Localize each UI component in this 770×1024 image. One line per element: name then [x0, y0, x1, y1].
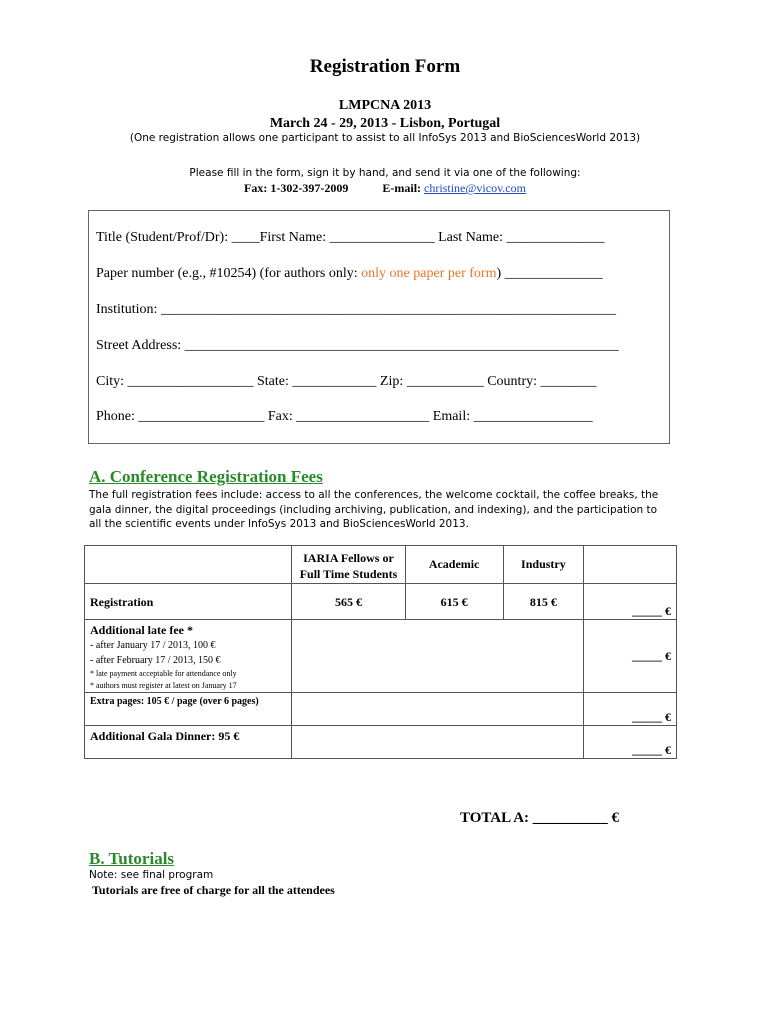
price-academic: 615 € — [405, 584, 503, 620]
total-a[interactable]: TOTAL A: __________ € — [460, 810, 620, 826]
late-fee-january: - after January 17 / 2013, 100 € — [90, 640, 216, 651]
price-fellows: 565 € — [292, 584, 406, 620]
paper-number-prefix: Paper number (e.g., #10254) (for authors only: — [96, 266, 362, 281]
paper-number-field[interactable] — [96, 266, 603, 282]
page-title: Registration Form — [309, 56, 461, 77]
conference-name: LMPCNA 2013 — [338, 98, 432, 113]
street-address-field[interactable]: Street Address: ______________________________________________________________ — [96, 338, 619, 353]
extra-pages-amount-blank[interactable]: _____ € — [584, 693, 677, 726]
name-fields[interactable]: Title (Student/Prof/Dr): ____First Name: _______________ Last Name: ______________ — [96, 230, 605, 245]
extra-pages-label: Extra pages: 105 € / page (over 6 pages) — [85, 693, 292, 726]
registration-label: Registration — [85, 584, 292, 620]
late-fee-label: Additional late fee * — [90, 623, 193, 637]
registration-amount-blank[interactable]: _____ € — [584, 584, 677, 620]
email-link[interactable]: christine@vicov.com — [424, 181, 526, 195]
tutorials-note: Note: see final program — [89, 869, 214, 881]
late-fee-note-2: * authors must register at latest on January 17 — [90, 681, 237, 690]
email-label: E-mail: — [382, 181, 425, 195]
col-industry-header: Industry — [503, 546, 584, 584]
contact-line — [0, 181, 770, 196]
gala-dinner-label: Additional Gala Dinner: 95 € — [85, 726, 292, 759]
city-state-zip-country-fields[interactable]: City: __________________ State: ____________ Zip: ___________ Country: ________ — [96, 374, 597, 389]
registration-note: (One registration allows one participant to assist to all InfoSys 2013 and BioSciencesWorld 2013) — [129, 132, 641, 144]
section-a-heading: A. Conference Registration Fees — [89, 467, 323, 486]
paper-number-suffix: ) ______________ — [496, 266, 603, 281]
price-industry: 815 € — [503, 584, 584, 620]
fees-table — [84, 545, 677, 759]
gala-dinner-empty — [292, 726, 584, 759]
late-fee-february: - after February 17 / 2013, 150 € — [90, 655, 221, 666]
gala-dinner-amount-blank[interactable]: _____ € — [584, 726, 677, 759]
paper-number-warning: only one paper per form — [361, 266, 497, 281]
late-fee-note-1: * late payment acceptable for attendance only — [90, 669, 237, 678]
late-fee-cell — [85, 620, 292, 693]
extra-pages-empty — [292, 693, 584, 726]
col-academic-header: Academic — [405, 546, 503, 584]
col-fellows-header: IARIA Fellows or Full Time Students — [292, 546, 406, 584]
late-fee-empty — [292, 620, 584, 693]
section-a-description: The full registration fees include: access to all the conferences, the welcome cocktail, the coffee breaks, the gala dinner, the digital proceedings (including archiving, publication, and indexing), and the participation to all the scientific events under InfoSys 2013 and BioSciencesWorld 2013. — [89, 489, 659, 530]
late-fee-amount-blank[interactable]: _____ € — [584, 620, 677, 693]
fax-number: Fax: 1-302-397-2009 — [244, 181, 349, 195]
phone-fax-email-fields[interactable]: Phone: __________________ Fax: ___________________ Email: _________________ — [96, 409, 593, 424]
instructions: Please fill in the form, sign it by hand, and send it via one of the following: — [189, 167, 581, 179]
section-b-heading: B. Tutorials — [89, 849, 175, 868]
tutorials-free-note: Tutorials are free of charge for all the attendees — [92, 883, 335, 897]
conference-dates-location: March 24 - 29, 2013 - Lisbon, Portugal — [269, 116, 501, 131]
institution-field[interactable]: Institution: _________________________________________________________________ — [96, 302, 616, 317]
